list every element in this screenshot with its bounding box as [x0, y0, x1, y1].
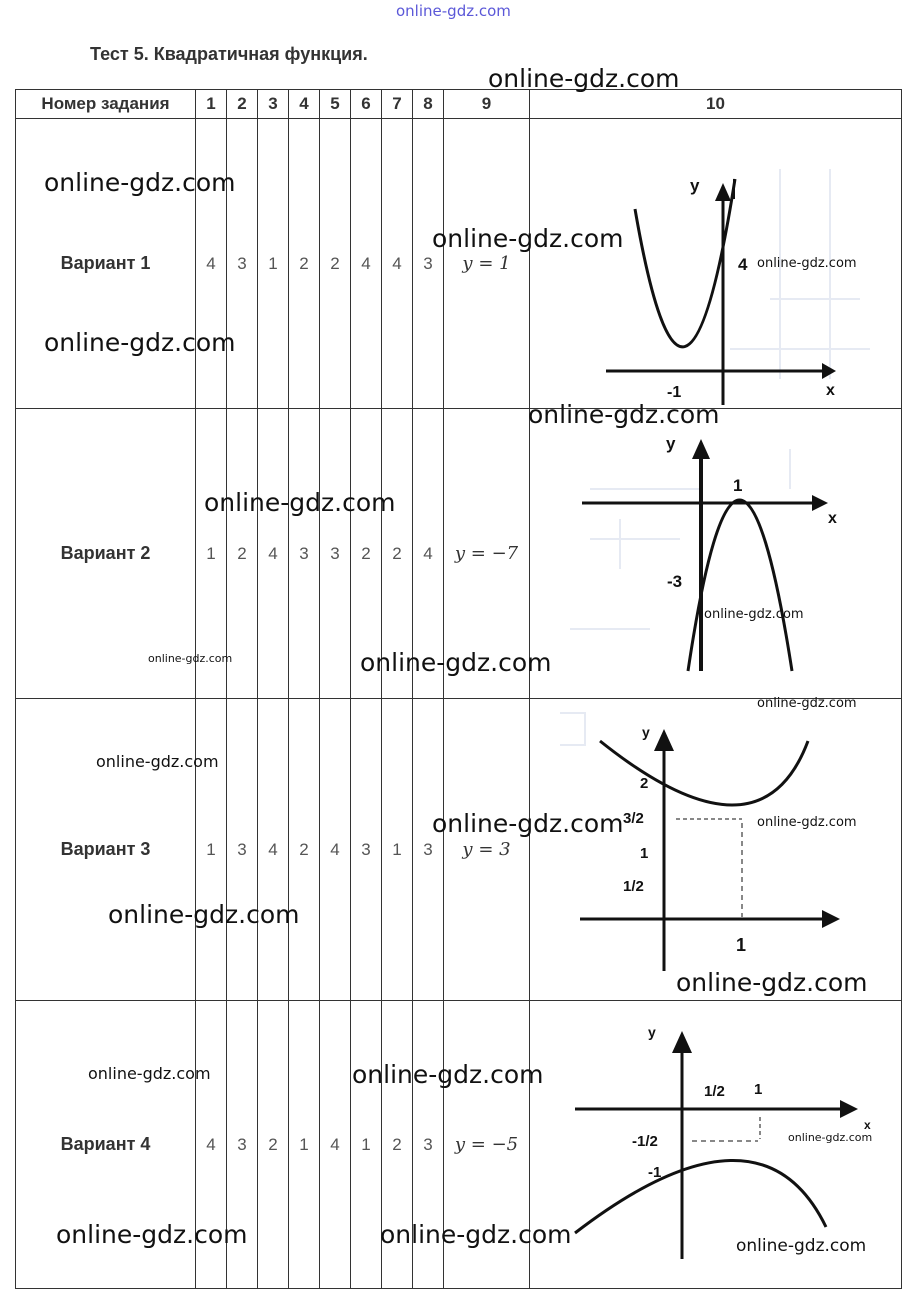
graph-label: 1	[733, 476, 743, 495]
answer-cell: 2	[382, 1001, 413, 1289]
watermark: online-gdz.com	[528, 400, 720, 429]
parabola-curve	[635, 179, 735, 347]
watermark: online-gdz.com	[96, 752, 219, 771]
answer-cell: 4	[413, 409, 444, 699]
graph-label: 4	[738, 255, 748, 274]
y-axis-arrow	[654, 729, 674, 751]
watermark: online-gdz.com	[44, 328, 236, 357]
column-header: 7	[382, 90, 413, 119]
y-axis-arrow	[692, 439, 710, 459]
answer-cell: 3	[227, 699, 258, 1001]
watermark: online-gdz.com	[88, 1064, 211, 1083]
answer-cell: 1	[258, 119, 289, 409]
equation-cell: y = 1	[444, 119, 530, 409]
answer-cell: 3	[227, 119, 258, 409]
y-axis-arrow	[672, 1031, 692, 1053]
graph-cell	[530, 699, 902, 1001]
watermark: online-gdz.com	[360, 648, 552, 677]
answer-cell: 2	[289, 119, 320, 409]
answer-cell: 4	[196, 119, 227, 409]
x-axis-label: x	[826, 382, 835, 399]
graph-label: 1	[736, 935, 747, 955]
graph-label: -1/2	[632, 1133, 658, 1150]
x-axis-arrow	[840, 1100, 858, 1118]
page-title: Тест 5. Квадратичная функция.	[90, 44, 368, 64]
watermark: online-gdz.com	[488, 64, 680, 93]
watermark: online-gdz.com	[757, 815, 857, 830]
parabola-graph-3	[530, 699, 902, 1000]
x-axis-arrow	[812, 495, 828, 511]
variant-label: Вариант 1	[16, 119, 196, 409]
column-header: 6	[351, 90, 382, 119]
answer-cell: 1	[351, 1001, 382, 1289]
watermark: online-gdz.com	[432, 224, 624, 253]
variant-label: Вариант 3	[16, 699, 196, 1001]
answer-cell: 3	[227, 1001, 258, 1289]
answer-cell: 2	[258, 1001, 289, 1289]
graph-label: 3/2	[623, 810, 644, 827]
table-row	[16, 699, 902, 1001]
column-header: 10	[530, 90, 902, 119]
column-header: 2	[227, 90, 258, 119]
answer-cell: 1	[196, 409, 227, 699]
watermark: online-gdz.com	[44, 168, 236, 197]
y-axis-label: y	[690, 176, 700, 195]
parabola-graph-2	[530, 409, 902, 698]
answer-cell: 2	[351, 409, 382, 699]
watermark: online-gdz.com	[204, 488, 396, 517]
watermark: online-gdz.com	[56, 1220, 248, 1249]
graph-label: -1	[667, 384, 682, 401]
watermark: online-gdz.com	[380, 1220, 572, 1249]
answer-cell: 3	[289, 409, 320, 699]
column-header: 1	[196, 90, 227, 119]
answer-cell: 4	[320, 699, 351, 1001]
graph-label: 1	[640, 845, 649, 862]
header-label: Номер задания	[16, 90, 196, 119]
equation-cell: y = −5	[444, 1001, 530, 1289]
watermark: online-gdz.com	[757, 696, 857, 711]
answer-cell: 3	[351, 699, 382, 1001]
watermark: online-gdz.com	[704, 607, 804, 622]
column-header: 8	[413, 90, 444, 119]
column-header: 3	[258, 90, 289, 119]
equation-cell: y = 3	[444, 699, 530, 1001]
y-axis-label: y	[642, 724, 650, 740]
x-axis-label: x	[864, 1118, 871, 1132]
table-header-row	[16, 90, 902, 119]
answer-cell: 4	[258, 409, 289, 699]
watermark: online-gdz.com	[757, 256, 857, 271]
answer-cell: 1	[196, 699, 227, 1001]
equation-cell: y = −7	[444, 409, 530, 699]
y-axis-arrow	[715, 183, 731, 201]
parabola-curve	[575, 1160, 826, 1233]
top-watermark: online-gdz.com	[396, 2, 511, 20]
variant-label: Вариант 4	[16, 1001, 196, 1289]
graph-label: 1/2	[704, 1083, 725, 1100]
answer-cell: 2	[320, 119, 351, 409]
answer-cell: 4	[258, 699, 289, 1001]
answer-cell: 3	[320, 409, 351, 699]
answer-cell: 3	[413, 119, 444, 409]
answer-cell: 4	[320, 1001, 351, 1289]
watermark: online-gdz.com	[788, 1131, 873, 1144]
watermark: online-gdz.com	[736, 1236, 867, 1256]
parabola-curve	[600, 741, 808, 805]
graph-label: -1	[648, 1164, 662, 1181]
graph-cell	[530, 409, 902, 699]
parabola-curve	[688, 500, 792, 671]
y-axis-label: y	[648, 1024, 656, 1040]
graph-label: 1	[754, 1081, 763, 1098]
answer-cell: 4	[382, 119, 413, 409]
watermark: online-gdz.com	[676, 968, 868, 997]
answer-cell: 3	[413, 1001, 444, 1289]
x-axis-arrow	[822, 910, 840, 928]
graph-label: -3	[667, 572, 683, 591]
variant-label: Вариант 2	[16, 409, 196, 699]
watermark: online-gdz.com	[352, 1060, 544, 1089]
answer-cell: 1	[382, 699, 413, 1001]
watermark: online-gdz.com	[108, 900, 300, 929]
answer-cell: 2	[382, 409, 413, 699]
answer-cell: 2	[289, 699, 320, 1001]
answer-cell: 3	[413, 699, 444, 1001]
watermark: online-gdz.com	[432, 809, 624, 838]
graph-label: 2	[640, 775, 649, 792]
answer-cell: 2	[227, 409, 258, 699]
x-axis-label: x	[828, 510, 837, 527]
column-header: 4	[289, 90, 320, 119]
answer-cell: 4	[351, 119, 382, 409]
column-header: 9	[444, 90, 530, 119]
graph-label: 1/2	[623, 878, 644, 895]
answer-cell: 4	[196, 1001, 227, 1289]
column-header: 5	[320, 90, 351, 119]
y-axis-label: y	[666, 434, 676, 453]
answer-cell: 1	[289, 1001, 320, 1289]
watermark: online-gdz.com	[148, 652, 233, 665]
